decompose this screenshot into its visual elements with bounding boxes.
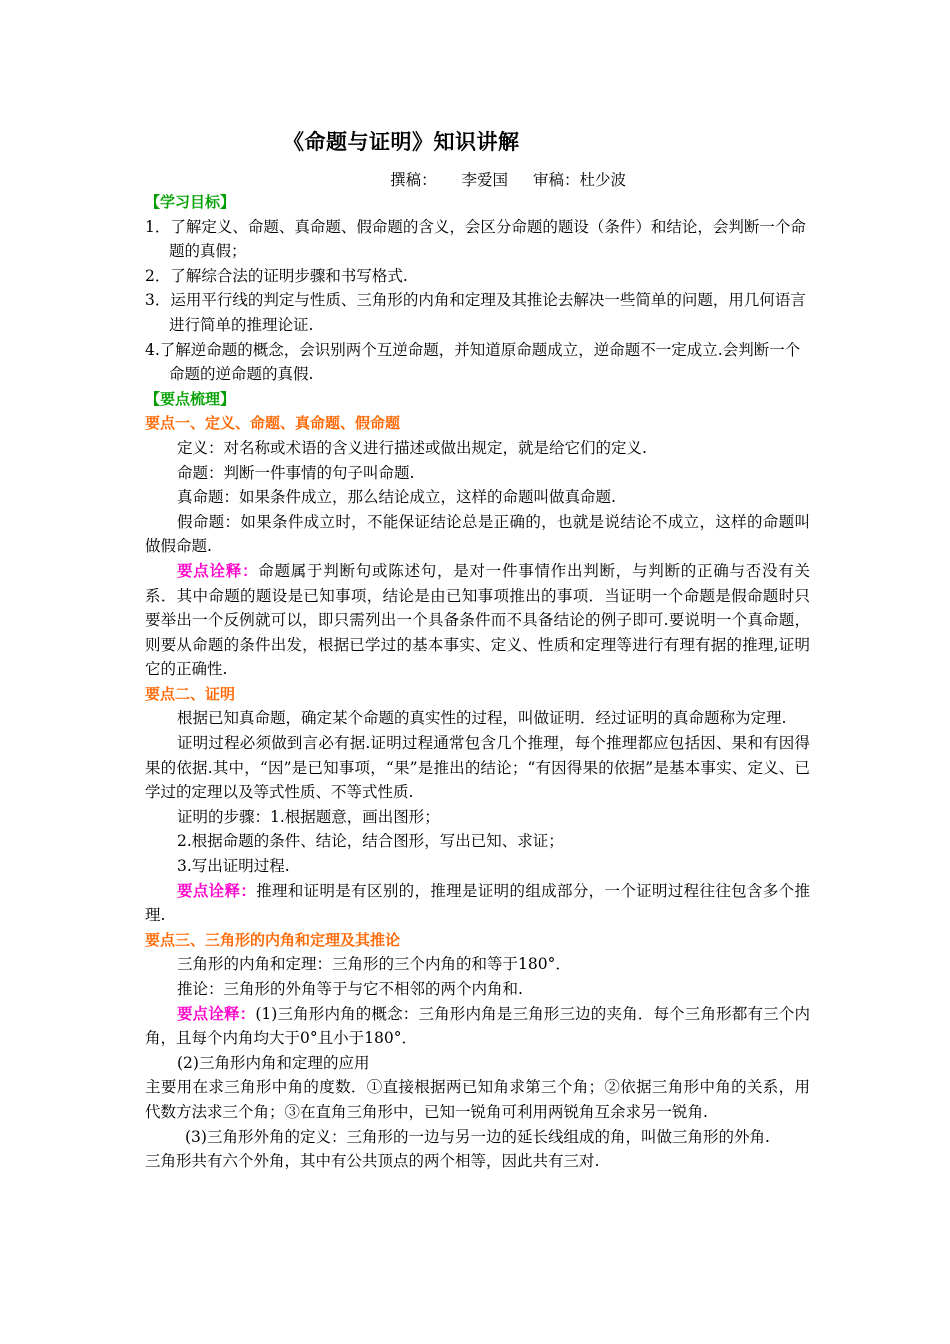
definition-line: 定义：对名称或术语的含义进行描述或做出规定，就是给它们的定义. [177,438,647,457]
proof-step-3: 3.写出证明过程. [177,857,290,876]
angle-sum-theorem: 三角形的内角和定理：三角形的三个内角的和等于180°． [177,955,571,974]
keypoint-1-title: 要点一、定义、命题、真命题、假命题 [145,414,401,433]
objective-item: 3．运用平行线的判定与性质、三角形的内角和定理及其推论去解决一些简单的问题，用几何语言进行简单的推理论证. [145,291,806,334]
author-line [0,168,626,190]
note-label: 要点诠释： [177,881,257,900]
corollary: 推论：三角形的外角等于与它不相邻的两个内角和. [177,980,523,998]
note-2-heading: (2)三角形内角和定理的应用 [177,1053,370,1072]
objective-item: 2．了解综合法的证明步骤和书写格式. [145,266,408,285]
proof-step-2: 2.根据命题的条件、结论，结合图形，写出已知、求证； [177,832,564,851]
note-3-body: 三角形共有六个外角，其中有公共顶点的两个相等，因此共有三对. [145,1152,600,1171]
proof-step-1: 证明的步骤：1.根据题意，画出图形； [177,807,440,826]
reviewer: 审稿：杜少波 [532,171,626,189]
note-text: (1)三角形内角的概念：三角形内角是三角形三边的夹角．每个三角形都有三个内角，且每个内角均大于0°且小于180°． [145,1004,810,1048]
objectives-heading: 【学习目标】 [145,193,236,211]
keypoint-3-note [145,1002,810,1051]
false-proposition-line: 假命题：如果条件成立时，不能保证结论总是正确的，也就是说结论不成立，这样的命题叫做假命题. [145,512,810,556]
note-text: 命题属于判断句或陈述句，是对一件事情作出判断，与判断的正确与否没有关系．其中命题的题设是已知事项，结论是由已知事项推出的事项．当证明一个命题是假命题时只要举出一个反例就可以，即只需列出一个具备条件而不具备结论的例子即可.要说明一个真命题，则要从命题的条件出发，根据已学过的基本事实、定义、性质和定理等进行有理有据的推理,证明它的正确性. [145,561,810,679]
writer-label: 撰稿： [390,171,437,189]
keypoints-heading: 【要点梳理】 [145,389,236,408]
proposition-line: 命题：判断一件事情的句子叫命题. [177,463,415,482]
true-proposition-line: 真命题：如果条件成立，那么结论成立，这样的命题叫做真命题. [177,488,616,507]
keypoint-2-note [145,879,810,928]
page-title: 《命题与证明》知识讲解 [283,130,520,154]
keypoint-2-title: 要点二、证明 [145,684,236,703]
note-3-heading: (3)三角形外角的定义：三角形的一边与另一边的延长线组成的角，叫做三角形的外角. [185,1127,770,1146]
keypoint-1-note [145,559,810,682]
objective-item: 4.了解逆命题的概念，会识别两个互逆命题，并知道原命题成立，逆命题不一定成立.会判断一个命题的逆命题的真假. [145,340,801,384]
proof-requirement: 证明过程必须做到言必有据.证明过程通常包含几个推理，每个推理都应包括因、果和有因得果的依据.其中，“因”是已知事项，“果”是推出的结论；“有因得果的依据”是基本事实、定义、已学过的定理以及等式性质、不等式性质. [145,734,810,802]
note-label: 要点诠释： [177,561,259,580]
document-body [145,190,810,1174]
note-label: 要点诠释： [177,1004,256,1023]
proof-definition: 根据已知真命题，确定某个命题的真实性的过程，叫做证明．经过证明的真命题称为定理. [177,709,787,728]
note-2-body: 主要用在求三角形中角的度数．①直接根据两已知角求第三个角；②依据三角形中角的关系，用代数方法求三个角；③在直角三角形中，已知一锐角可利用两锐角互余求另一锐角. [145,1078,810,1121]
writer-name: 李爱国 [461,171,509,189]
note-text: 推理和证明是有区别的，推理是证明的组成部分，一个证明过程往往包含多个推理. [145,881,810,925]
objective-item: 1．了解定义、命题、真命题、假命题的含义，会区分命题的题设（条件）和结论，会判断一个命题的真假； [145,217,806,261]
keypoint-3-title: 要点三、三角形的内角和定理及其推论 [145,930,401,949]
